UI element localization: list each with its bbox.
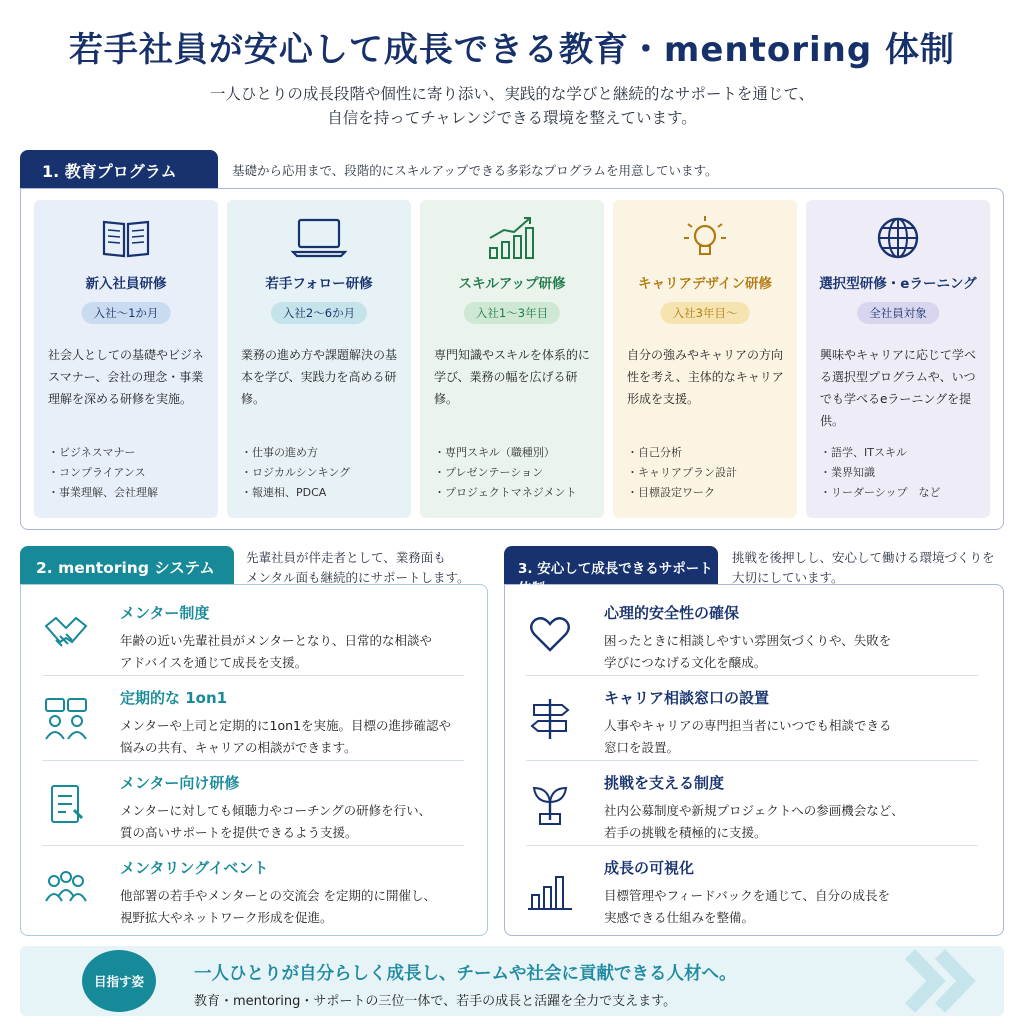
support-item-title: 成長の可視化	[604, 859, 695, 877]
support-item-title: 定期的な 1on1	[120, 689, 228, 707]
program-card-description: 自分の強みやキャリアの方向性を考え、主体的なキャリア形成を支援。	[627, 348, 784, 406]
program-card-title: キャリアデザイン研修	[637, 276, 773, 292]
support-item-description	[120, 715, 500, 759]
support-system-tab: 3. 安心して成長できるサポート体制	[504, 546, 718, 584]
page-subtitle	[0, 82, 1024, 130]
support-item	[36, 760, 476, 844]
list-item: ・ 目標設定ワーク	[627, 483, 737, 503]
list-item: ・ キャリアプラン設計	[627, 463, 737, 483]
list-item: ・ リーダーシップ など	[820, 483, 941, 503]
goal-subtext: 教育・mentoring・サポートの三位一体で、若手の成長と活躍を全力で支えます。	[194, 994, 677, 1009]
support-item-description	[604, 800, 984, 844]
description-line: 目標管理やフィードバックを通じて、自分の成長を	[604, 888, 891, 903]
description-line: 質の高いサポートを提供できるよう支援。	[120, 825, 358, 840]
program-card-description: 専門知識やスキルを体系的に学び、業務の幅を広げる研修。	[434, 348, 590, 406]
page-title: 若手社員が安心して成長できる教育・mentoring 体制	[68, 30, 956, 70]
list-item: ・ 自己分析	[627, 443, 737, 463]
description-line: 学びにつなげる文化を醸成。	[604, 655, 767, 670]
description-line: 大切にしています。	[732, 570, 844, 585]
program-card-title: 若手フォロー研修	[265, 276, 373, 292]
program-card	[420, 200, 604, 518]
description-line: 窓口を設置。	[604, 740, 680, 755]
support-system-description	[732, 548, 995, 588]
support-item	[520, 590, 990, 674]
support-item-title: 心理的安全性の確保	[604, 604, 740, 622]
support-item	[520, 845, 990, 929]
list-item: ・ 業界知識	[820, 463, 941, 483]
laptop-icon	[227, 214, 411, 264]
program-card-description: 興味やキャリアに応じて学べる選択型プログラムや、いつでも学べるeラーニングを提供。	[820, 348, 977, 428]
list-item: ・ 専門スキル（職種別）	[434, 443, 576, 463]
support-item-title: メンタリングイベント	[120, 859, 269, 877]
support-item	[36, 590, 476, 674]
support-item-title: 挑戦を支える制度	[604, 774, 725, 792]
handshake-icon	[42, 610, 90, 658]
support-item-description	[120, 630, 500, 674]
group-icon	[42, 865, 90, 913]
program-card-list	[48, 443, 158, 503]
program-card-badge: 入社〜1か月	[82, 302, 171, 324]
program-card-title: 選択型研修・eラーニング	[819, 276, 977, 292]
description-line: 視野拡大やネットワーク形成を促進。	[120, 910, 333, 925]
description-line: 年齢の近い先輩社員がメンターとなり、日常的な相談や	[120, 633, 433, 648]
support-item	[36, 845, 476, 929]
description-line: アドバイスを通じて成長を支援。	[120, 655, 308, 670]
sprout-icon	[526, 780, 574, 828]
list-item: ・ コンプライアンス	[48, 463, 158, 483]
support-item	[520, 675, 990, 759]
support-item-description	[604, 630, 984, 674]
program-card	[34, 200, 218, 518]
support-item-description	[604, 885, 984, 929]
signpost-icon	[526, 695, 574, 743]
description-line: 挑戦を後押しし、安心して働ける環境づくりを	[732, 550, 995, 565]
support-item-description	[604, 715, 984, 759]
program-card-description: 業務の進め方や課題解決の基本を学び、実践力を高める研修。	[241, 348, 398, 406]
education-program-description: 基礎から応用まで、段階的にスキルアップできる多彩なプログラムを用意しています。	[232, 163, 718, 178]
subtitle-line: 一人ひとりの成長段階や個性に寄り添い、実践的な学びと継続的なサポートを通じて、	[209, 85, 815, 103]
program-card-badge: 入社1〜3年目	[464, 302, 560, 324]
program-card-title: スキルアップ研修	[458, 276, 566, 292]
program-card-list	[627, 443, 737, 503]
description-line: 人事やキャリアの専門担当者にいつでも相談できる	[604, 718, 892, 733]
support-item-description	[120, 885, 500, 929]
bar-chart-icon	[526, 865, 574, 913]
list-item: ・ プロジェクトマネジメント	[434, 483, 576, 503]
list-item: ・ 仕事の進め方	[241, 443, 350, 463]
description-line: 若手の挑戦を積極的に支援。	[604, 825, 767, 840]
subtitle-line: 自信を持ってチャレンジできる環境を整えています。	[327, 109, 697, 127]
list-item: ・ プレゼンテーション	[434, 463, 576, 483]
program-card-list	[434, 443, 576, 503]
checklist-icon	[42, 780, 90, 828]
book-icon	[34, 214, 218, 264]
education-program-tab: 1. 教育プログラム	[20, 150, 218, 188]
description-line: 実感できる仕組みを整備。	[604, 910, 755, 925]
program-card-badge: 入社2〜6か月	[271, 302, 367, 324]
description-line: 他部署の若手やメンターとの交流会 を定期的に開催し、	[120, 888, 436, 903]
program-card-list	[241, 443, 350, 503]
description-line: 社内公募制度や新規プロジェクトへの参画機会など、	[604, 803, 904, 818]
support-item-title: キャリア相談窓口の設置	[604, 689, 770, 707]
support-item-title: メンター向け研修	[120, 774, 240, 792]
description-line: メンタル面も継続的にサポートします。	[246, 570, 470, 585]
program-card-badge: 全社員対象	[857, 302, 939, 324]
growth-chart-icon	[420, 214, 604, 264]
program-card	[806, 200, 990, 518]
program-card-title: 新入社員研修	[85, 276, 167, 292]
support-item-title: メンター制度	[120, 604, 210, 622]
chevron-right-icon	[900, 948, 990, 1014]
heart-icon	[526, 610, 574, 658]
mentoring-system-description	[246, 548, 470, 588]
program-card-description: 社会人としての基礎やビジネスマナー、会社の理念・事業理解を深める研修を実施。	[48, 348, 204, 406]
support-item	[520, 760, 990, 844]
list-item: ・ 語学、ITスキル	[820, 443, 941, 463]
list-item: ・ ビジネスマナー	[48, 443, 158, 463]
description-line: メンターや上司と定期的に1on1を実施。目標の進捗確認や	[120, 718, 451, 733]
list-item: ・ ロジカルシンキング	[241, 463, 350, 483]
goal-badge: 目指す姿	[82, 950, 156, 1012]
support-item	[36, 675, 476, 759]
one-on-one-icon	[42, 695, 90, 743]
goal-statement: 一人ひとりが自分らしく成長し、チームや社会に貢献できる人材へ。	[194, 964, 737, 984]
lightbulb-icon	[613, 214, 797, 264]
mentoring-system-tab: 2. mentoring システム	[20, 546, 234, 584]
program-card-list	[820, 443, 941, 503]
program-card	[227, 200, 411, 518]
list-item: ・ 報連相、PDCA	[241, 483, 350, 503]
support-item-description	[120, 800, 500, 844]
description-line: 悩みの共有、キャリアの相談ができます。	[120, 740, 357, 755]
description-line: メンターに対しても傾聴力やコーチングの研修を行い、	[120, 803, 432, 818]
program-card	[613, 200, 797, 518]
program-card-badge: 入社3年目〜	[661, 302, 750, 324]
description-line: 先輩社員が伴走者として、業務面も	[246, 550, 446, 565]
globe-icon	[806, 214, 990, 264]
description-line: 困ったときに相談しやすい雰囲気づくりや、失敗を	[604, 633, 892, 648]
list-item: ・ 事業理解、会社理解	[48, 483, 158, 503]
